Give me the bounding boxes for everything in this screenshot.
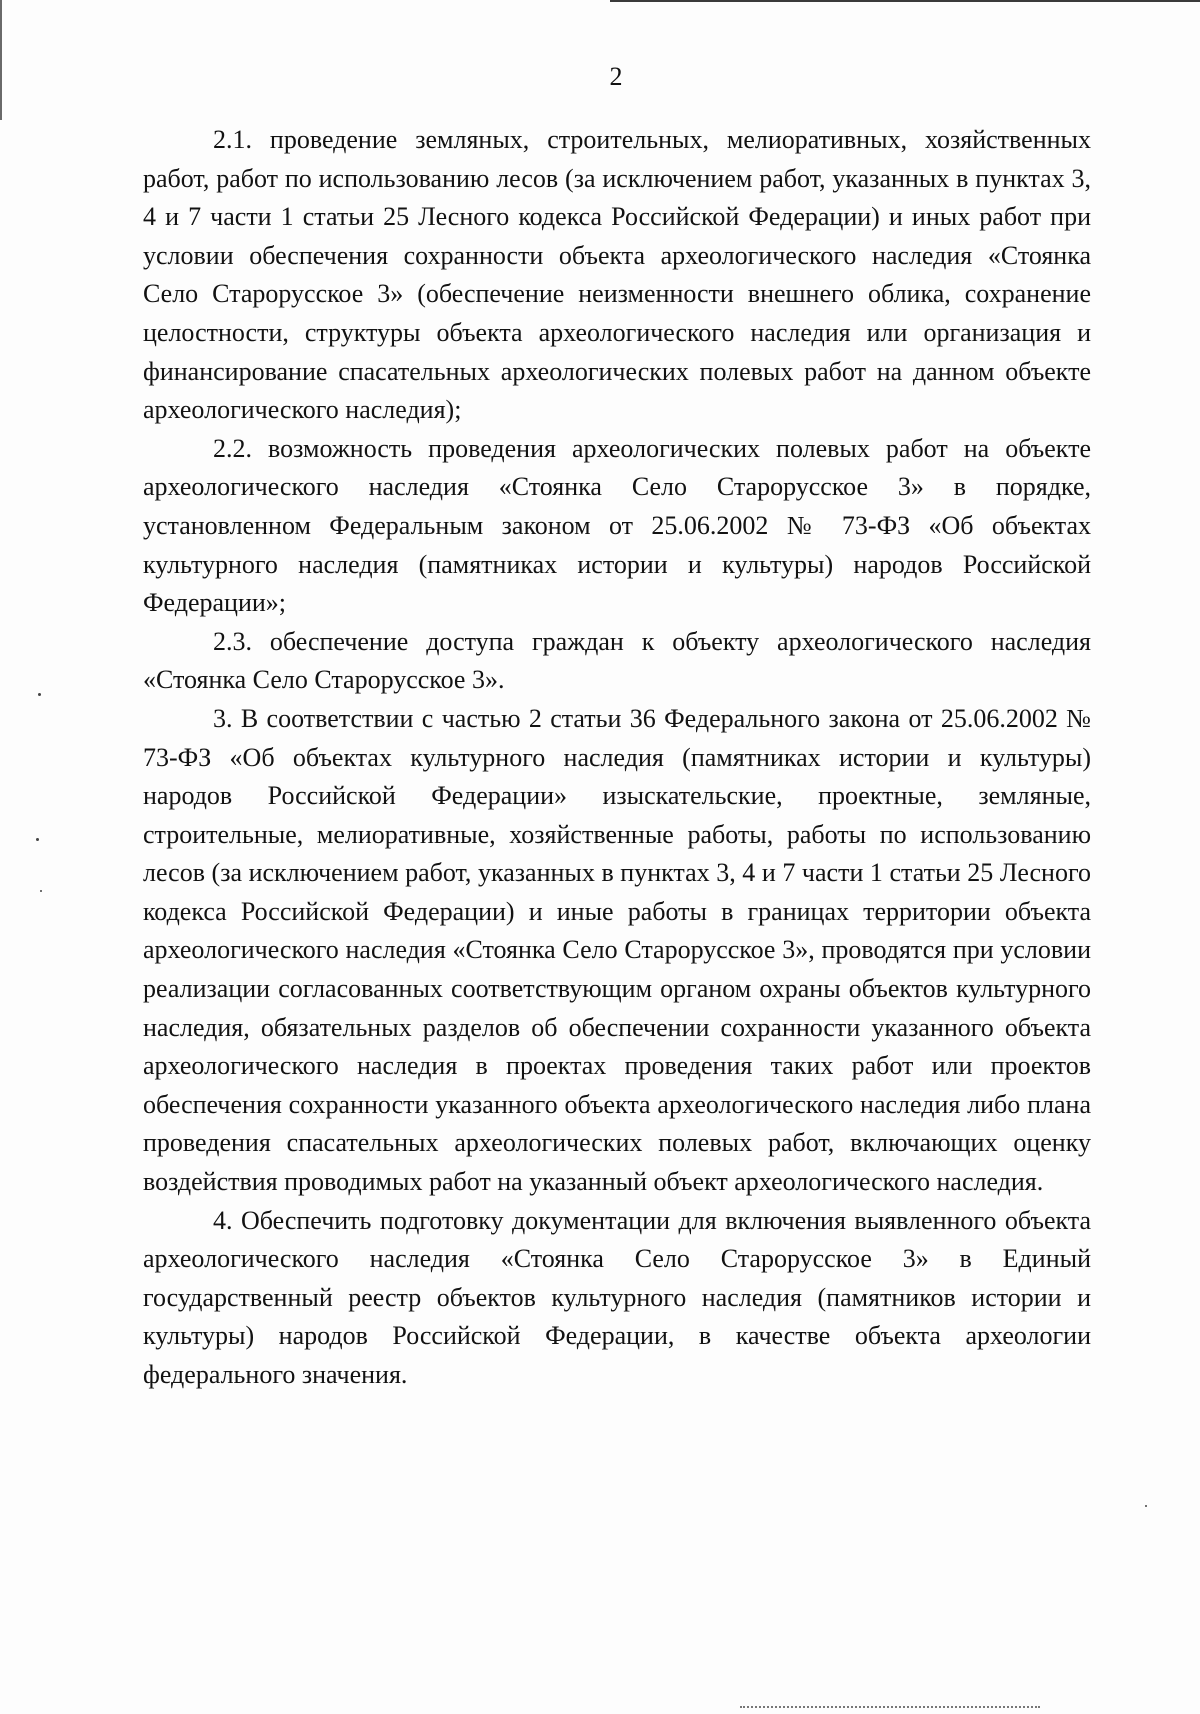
scan-speck xyxy=(1145,1505,1147,1507)
paragraph-2-2: 2.2. возможность проведения археологических полевых работ на объекте археологического наследия «Стоянка Село Старорусское 3» в порядке, установленном Федеральным законом от 25.06.2002 № 73-ФЗ «Об объектах культурного наследия (памятниках истории и культуры) народов Российской Федерации»; xyxy=(143,433,1091,618)
scan-speck xyxy=(38,693,41,696)
scan-speck xyxy=(40,890,42,892)
paragraph-2-3: 2.3. обеспечение доступа граждан к объекту археологического наследия «Стоянка Село Старорусское 3». xyxy=(143,626,1091,695)
document-body xyxy=(143,121,1091,1395)
scan-speck xyxy=(36,838,39,841)
scan-edge-left xyxy=(0,0,2,120)
paragraph-2-1: 2.1. проведение земляных, строительных, мелиоративных, хозяйственных работ, работ по использованию лесов (за исключением работ, указанных в пунктах 3, 4 и 7 части 1 статьи 25 Лесного кодекса Российской Федерации) и иных работ при условии обеспечения сохранности объекта археологического наследия «Стоянка Село Старорусское 3» (обеспечение неизменности внешнего облика, сохранение целостности, структуры объекта археологического наследия или организация и финансирование спасательных археологических полевых работ на данном объекте археологического наследия); xyxy=(143,125,1091,425)
scan-edge-top xyxy=(610,0,1200,2)
paragraph-3: 3. В соответствии с частью 2 статьи 36 Федерального закона от 25.06.2002 № 73-ФЗ «Об объектах культурного наследия (памятниках истории и культуры) народов Российской Федерации» изыскательские, проектные, земляные, строительные, мелиоративные, хозяйственные работы, работы по использованию лесов (за исключением работ, указанных в пунктах 3, 4 и 7 части 1 статьи 25 Лесного кодекса Российской Федерации) и иные работы в границах территории объекта археологического наследия «Стоянка Село Старорусское 3», проводятся при условии реализации согласованных соответствующим органом охраны объектов культурного наследия, обязательных разделов об обеспечении сохранности указанного объекта археологического наследия в проектах проведения таких работ или проектов обеспечения сохранности указанного объекта археологического наследия либо плана проведения спасательных археологических полевых работ, включающих оценку воздействия проводимых работ на указанный объект археологического наследия. xyxy=(143,703,1091,1197)
page-number: 2 xyxy=(609,62,623,91)
paragraph-4: 4. Обеспечить подготовку документации для включения выявленного объекта археологического наследия «Стоянка Село Старорусское 3» в Единый государственный реестр объектов культурного наследия (памятников истории и культуры) народов Российской Федерации, в качестве объекта археологии федерального значения. xyxy=(143,1205,1091,1389)
scan-edge-bottom xyxy=(740,1706,1040,1708)
